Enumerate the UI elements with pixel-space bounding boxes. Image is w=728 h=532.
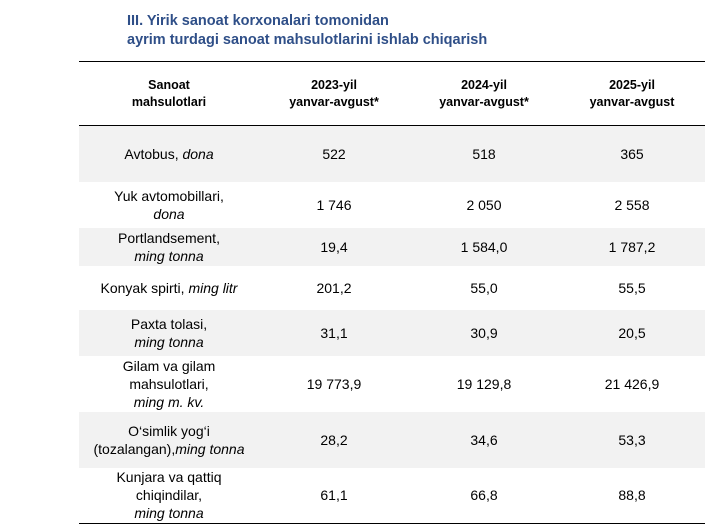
table-row xyxy=(79,356,705,412)
header-2023-line1: 2023-yil xyxy=(311,77,357,92)
value-2024: 19 129,8 xyxy=(456,375,512,392)
value-2025: 55,5 xyxy=(618,279,646,296)
value-2025: 2 558 xyxy=(614,196,650,213)
row-unit: ming tonna xyxy=(134,333,204,350)
value-2024: 518 xyxy=(409,126,559,182)
value-2025: 53,3 xyxy=(559,412,705,468)
header-2024 xyxy=(409,62,559,126)
value-2023: 1 746 xyxy=(316,196,352,213)
header-product-line2: mahsulotlari xyxy=(131,94,207,109)
header-row xyxy=(79,62,705,126)
row-name: Portlandsement, ming tonna xyxy=(79,228,259,266)
value-2025: 88,8 xyxy=(559,468,705,524)
header-2023 xyxy=(259,62,409,126)
value-2024: 30,9 xyxy=(409,310,559,356)
row-unit: dona xyxy=(153,205,185,222)
value-2023: 201,2 xyxy=(316,279,352,296)
value-2024: 34,6 xyxy=(409,412,559,468)
table-row xyxy=(79,126,705,182)
row-name: Kunjara va qattiq chiqindilar, ming tonna xyxy=(79,468,259,524)
row-unit: ming litr xyxy=(188,279,238,296)
row-name: Paxta tolasi, ming tonna xyxy=(79,310,259,356)
table-row xyxy=(79,468,705,524)
value-2024: 66,8 xyxy=(409,468,559,524)
value-2023: 19 773,9 xyxy=(306,375,362,392)
header-2025 xyxy=(559,62,705,126)
header-product-line1: Sanoat xyxy=(148,77,190,92)
table-row xyxy=(79,228,705,266)
row-name: Yuk avtomobillari, dona xyxy=(114,187,224,222)
header-2025-line1: 2025-yil xyxy=(609,77,655,92)
row-unit: ming tonna xyxy=(134,505,204,522)
value-2023: 19,4 xyxy=(259,228,409,266)
table-row xyxy=(79,266,705,310)
value-2025: 20,5 xyxy=(559,310,705,356)
production-table xyxy=(79,61,705,524)
row-unit: ming m. kv. xyxy=(133,393,205,410)
value-2023: 28,2 xyxy=(259,412,409,468)
value-2024: 2 050 xyxy=(466,196,502,213)
row-unit: ming tonna xyxy=(175,440,245,457)
table-row xyxy=(79,182,705,228)
row-name: Konyak spirti, ming litr xyxy=(100,279,238,296)
row-name: Avtobus, dona xyxy=(79,126,259,182)
title-line-2: ayrim turdagi sanoat mahsulotlarini ishlab chiqarish xyxy=(127,32,488,48)
header-2025-line2: yanvar-avgust xyxy=(589,94,675,109)
value-2024: 1 584,0 xyxy=(409,228,559,266)
table-row xyxy=(79,310,705,356)
table-title xyxy=(127,12,487,50)
value-2023: 522 xyxy=(259,126,409,182)
value-2023: 61,1 xyxy=(259,468,409,524)
value-2025: 1 787,2 xyxy=(559,228,705,266)
header-2024-line2: yanvar-avgust* xyxy=(439,94,529,109)
value-2023: 31,1 xyxy=(259,310,409,356)
title-line-1: III. Yirik sanoat korxonalari tomonidan xyxy=(127,13,389,29)
row-name: O‘simlik yog‘i (tozalangan),ming tonna xyxy=(79,412,259,468)
header-product xyxy=(79,62,259,126)
value-2025: 21 426,9 xyxy=(604,375,660,392)
row-name: Gilam va gilam mahsulotlari, ming m. kv. xyxy=(122,357,216,410)
header-2023-line2: yanvar-avgust* xyxy=(289,94,379,109)
row-unit: ming tonna xyxy=(134,247,204,264)
value-2025: 365 xyxy=(559,126,705,182)
header-2024-line1: 2024-yil xyxy=(461,77,507,92)
row-unit: dona xyxy=(182,145,214,162)
value-2024: 55,0 xyxy=(470,279,498,296)
table-row xyxy=(79,412,705,468)
